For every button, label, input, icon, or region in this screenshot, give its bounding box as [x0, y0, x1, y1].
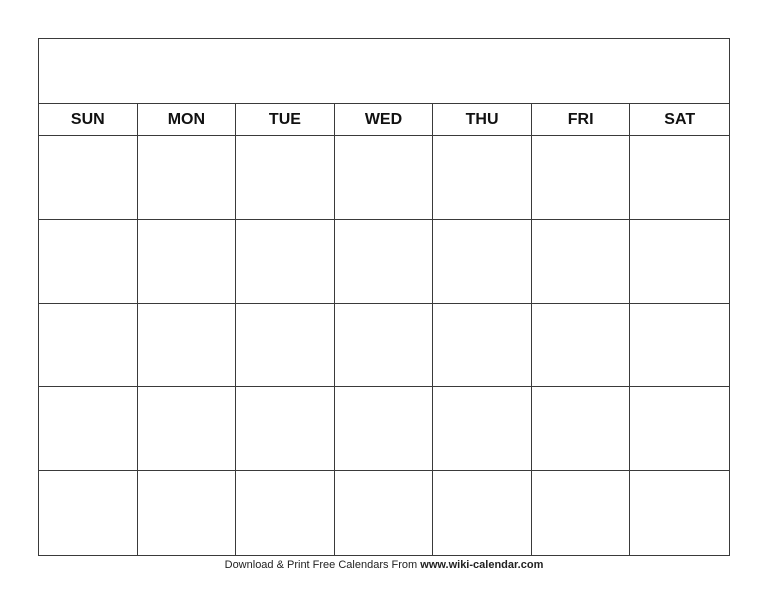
weekday-mon: MON — [138, 104, 237, 135]
day-cell — [433, 387, 532, 471]
day-cell — [335, 220, 434, 304]
day-cell — [433, 304, 532, 388]
day-cells-grid — [39, 136, 729, 555]
day-cell — [433, 136, 532, 220]
weekday-header-row — [39, 104, 729, 136]
day-cell — [236, 220, 335, 304]
day-cell — [138, 471, 237, 555]
day-cell — [236, 136, 335, 220]
day-cell — [39, 220, 138, 304]
day-cell — [138, 387, 237, 471]
weekday-tue: TUE — [236, 104, 335, 135]
day-cell — [433, 220, 532, 304]
footer-link[interactable]: www.wiki-calendar.com — [420, 559, 544, 569]
weekday-sat: SAT — [664, 110, 696, 128]
day-cell — [236, 387, 335, 471]
day-cell — [532, 471, 631, 555]
day-cell — [532, 136, 631, 220]
day-cell — [630, 471, 729, 555]
day-cell — [138, 136, 237, 220]
calendar-grid — [38, 38, 730, 556]
weekday-thu: THU — [433, 104, 532, 135]
day-cell — [39, 304, 138, 388]
day-cell — [433, 471, 532, 555]
day-cell — [532, 304, 631, 388]
footer-credit — [0, 557, 768, 569]
day-cell — [138, 304, 237, 388]
weekday-wed: WED — [335, 104, 434, 135]
day-cell — [39, 387, 138, 471]
day-cell — [236, 304, 335, 388]
day-cell — [39, 136, 138, 220]
day-cell — [236, 471, 335, 555]
weekday-fri: FRI — [532, 104, 631, 135]
day-cell — [335, 387, 434, 471]
month-title-area — [39, 39, 729, 104]
day-cell — [335, 471, 434, 555]
day-cell — [138, 220, 237, 304]
footer-text: Download & Print Free Calendars From — [224, 559, 421, 569]
weekday-sun: SUN — [39, 104, 138, 135]
day-cell — [630, 304, 729, 388]
day-cell — [630, 387, 729, 471]
day-cell — [532, 220, 631, 304]
day-cell — [630, 220, 729, 304]
day-cell — [335, 304, 434, 388]
day-cell — [532, 387, 631, 471]
day-cell — [335, 136, 434, 220]
day-cell — [630, 136, 729, 220]
day-cell — [39, 471, 138, 555]
